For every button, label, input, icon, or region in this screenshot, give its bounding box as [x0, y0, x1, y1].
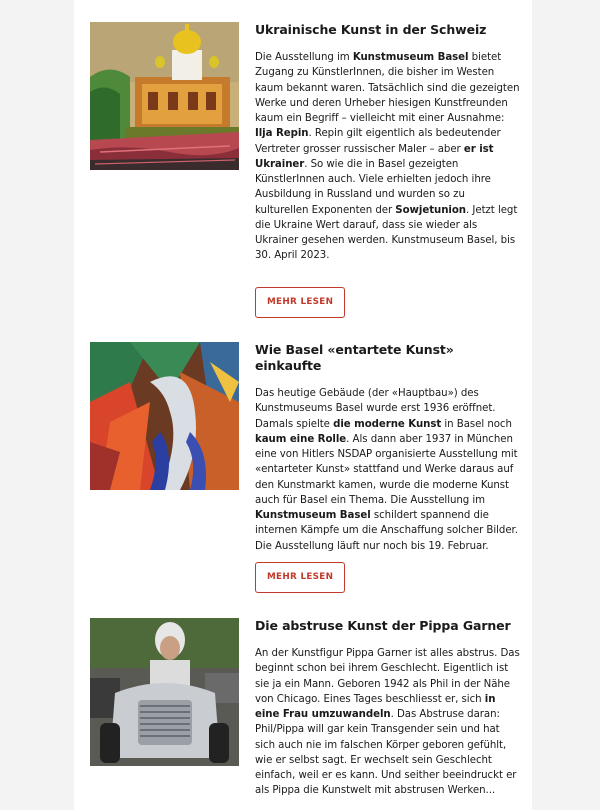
painting-church-image[interactable]	[90, 22, 239, 170]
read-more-button[interactable]: MEHR LESEN	[255, 287, 345, 318]
highlight-text: in eine Frau umzuwandeln	[255, 693, 496, 720]
article-text	[255, 618, 520, 799]
body-text: . Repin gilt eigentlich als bedeutender Vertreter grosser russischer Maler – aber	[255, 128, 501, 155]
photo-car-image[interactable]	[90, 618, 239, 766]
article-text	[255, 342, 520, 554]
highlight-text: die moderne Kunst	[333, 418, 442, 430]
article-body	[255, 50, 520, 264]
highlight-text: Sowjetunion	[395, 204, 467, 216]
highlight-text: Kunstmuseum Basel	[255, 510, 371, 521]
article-text	[255, 22, 520, 264]
body-text: bietet Zugang zu KünstlerInnen, die bisher im Westen kaum bekannt waren. Tatsächlich sind die gezeigten Werke und deren Urheber hiesigen Kunstfreunden kaum ein Begriff – vielleicht mit einer Ausnahme:	[255, 52, 520, 124]
highlight-text: Kunstmuseum Basel	[352, 52, 469, 63]
highlight-text: er ist Ukrainer	[255, 143, 494, 170]
painting-abstract-image[interactable]	[90, 342, 239, 490]
newsletter-content	[74, 0, 532, 810]
article-body	[255, 386, 520, 554]
body-text: Das heutige Gebäude (der «Hauptbau») des Kunstmuseums Basel wurde erst 1936 eröffnet. Damals spielte	[255, 388, 496, 430]
read-more-button[interactable]: MEHR LESEN	[255, 562, 345, 593]
highlight-text: kaum eine Rolle	[255, 433, 347, 445]
highlight-text: Ilja Repin	[255, 128, 309, 140]
body-text: schildert spannend die internen Kämpfe um die Anschaffung solcher Bilder. Die Ausstellung läuft nur noch bis 19. Februar.	[255, 510, 518, 552]
body-text: in Basel noch	[441, 418, 512, 430]
article-title[interactable]: Ukrainische Kunst in der Schweiz	[255, 22, 487, 37]
body-text: . Als dann aber 1937 in München eine von Hitlers NSDAP organisierte Ausstellung mit «entarteter Kunst» stattfand und Werke daraus auf den Kunstmarkt kamen, wurde die moderne Kunst auch für Basel ein Thema. Die Ausstellung im	[255, 433, 518, 506]
body-text: Die Ausstellung im	[255, 52, 353, 63]
article-title[interactable]: Wie Basel «entartete Kunst» einkaufte	[255, 342, 454, 373]
article-title[interactable]: Die abstruse Kunst der Pippa Garner	[255, 618, 511, 633]
article-body	[255, 646, 520, 799]
body-text: An der Kunstfigur Pippa Garner ist alles abstrus. Das beginnt schon bei ihrem Geschlecht. Eigentlich ist sie ja ein Mann. Geboren 1942 als Phil in der Nähe von Chicago. Eines Tages beschliesst er, sich	[255, 648, 520, 705]
body-text: . Jetzt legt die Ukraine Wert darauf, dass sie wieder als Ukrainer gesehen werden. Kunstmuseum Basel, bis 30. April 2023.	[255, 204, 518, 262]
body-text: . So wie die in Basel gezeigten KünstlerInnen auch. Viele erhielten jedoch ihre Ausbildung in Russland und wurden so zu kulturellen Exponenten der	[255, 158, 491, 216]
body-text: . Das Abstruse daran: Phil/Pippa will gar kein Transgender sein und hat sich auch nie im falschen Körper geboren gefühlt, wie er selbst sagt. Er wechselt sein Geschlecht einfach, weil er es kann. Und seither beeindruckt er als Pippa die Kunstwelt mit abstrusen Werken...	[255, 709, 517, 797]
